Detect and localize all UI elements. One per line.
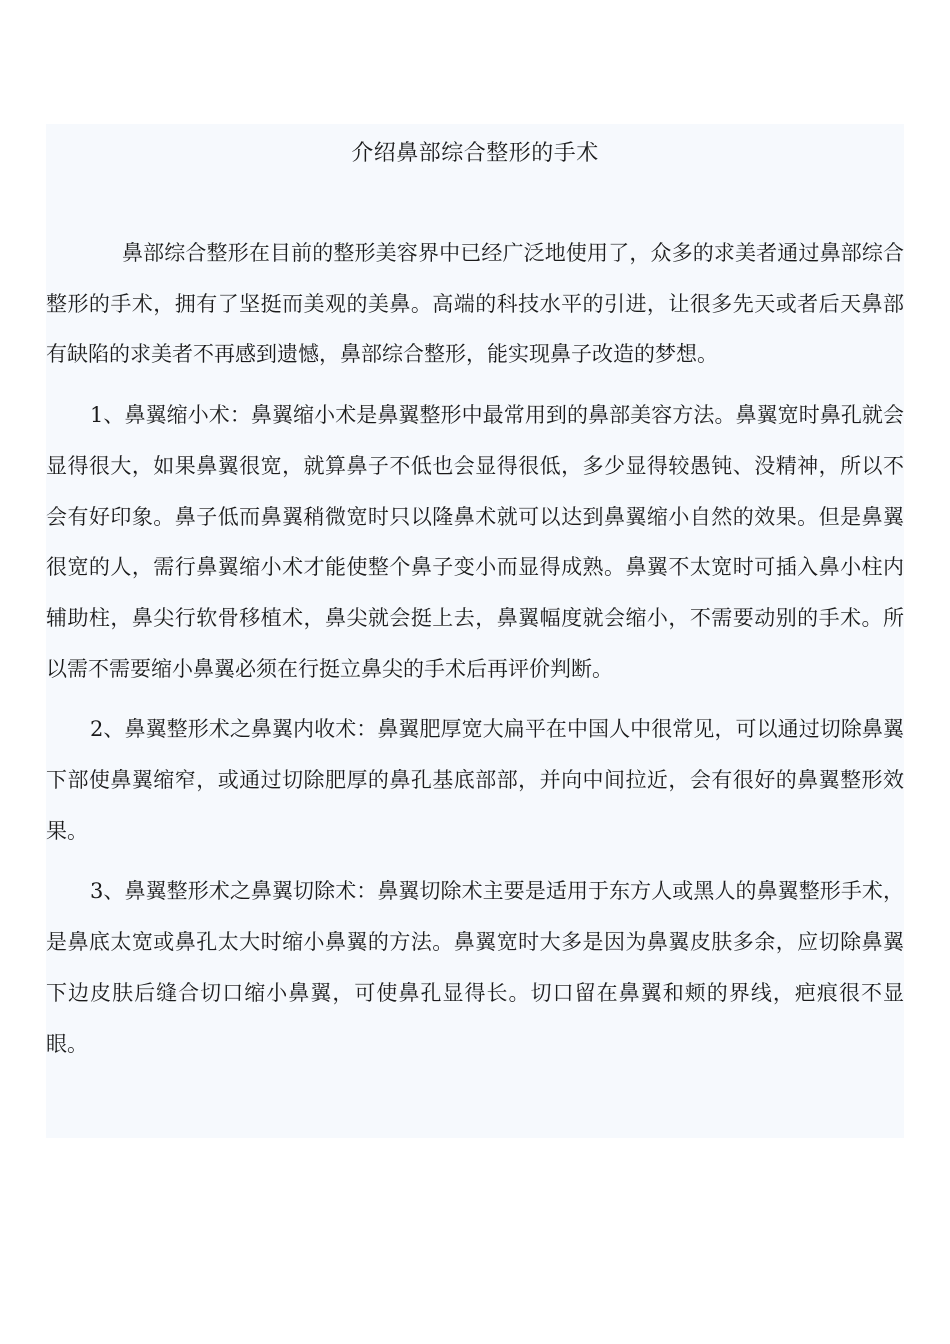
paragraph-nasal-ala-reduction: 1、鼻翼缩小术：鼻翼缩小术是鼻翼整形中最常用到的鼻部美容方法。鼻翼宽时鼻孔就会显得很大，如果鼻翼很宽，就算鼻子不低也会显得很低，多少显得较愚钝、没精神，所以不会有好印象。鼻子低而鼻翼稍微宽时只以隆鼻术就可以达到鼻翼缩小自然的效果。但是鼻翼很宽的人，需行鼻翼缩小术才能使整个鼻子变小而显得成熟。鼻翼不太宽时可插入鼻小柱内辅助柱，鼻尖行软骨移植术，鼻尖就会挺上去，鼻翼幅度就会缩小，不需要动别的手术。所以需不需要缩小鼻翼必须在行挺立鼻尖的手术后再评价判断。 xyxy=(46,403,904,681)
document-body xyxy=(46,124,904,1138)
paragraph-nasal-ala-excision: 3、鼻翼整形术之鼻翼切除术：鼻翼切除术主要是适用于东方人或黑人的鼻翼整形手术，是鼻底太宽或鼻孔太大时缩小鼻翼的方法。鼻翼宽时大多是因为鼻翼皮肤多余，应切除鼻翼下边皮肤后缝合切口缩小鼻翼，可使鼻孔显得长。切口留在鼻翼和颊的界线，疤痕很不显眼。 xyxy=(46,879,904,1056)
paragraph-nasal-ala-retraction: 2、鼻翼整形术之鼻翼内收术：鼻翼肥厚宽大扁平在中国人中很常见，可以通过切除鼻翼下部使鼻翼缩窄，或通过切除肥厚的鼻孔基底部部，并向中间拉近，会有很好的鼻翼整形效果。 xyxy=(46,717,904,843)
document-title: 介绍鼻部综合整形的手术 xyxy=(351,141,599,166)
intro-paragraph: 鼻部综合整形在目前的整形美容界中已经广泛地使用了，众多的求美者通过鼻部综合整形的手术，拥有了坚挺而美观的美鼻。高端的科技水平的引进，让很多先天或者后天鼻部有缺陷的求美者不再感到遗憾，鼻部综合整形，能实现鼻子改造的梦想。 xyxy=(46,241,904,367)
